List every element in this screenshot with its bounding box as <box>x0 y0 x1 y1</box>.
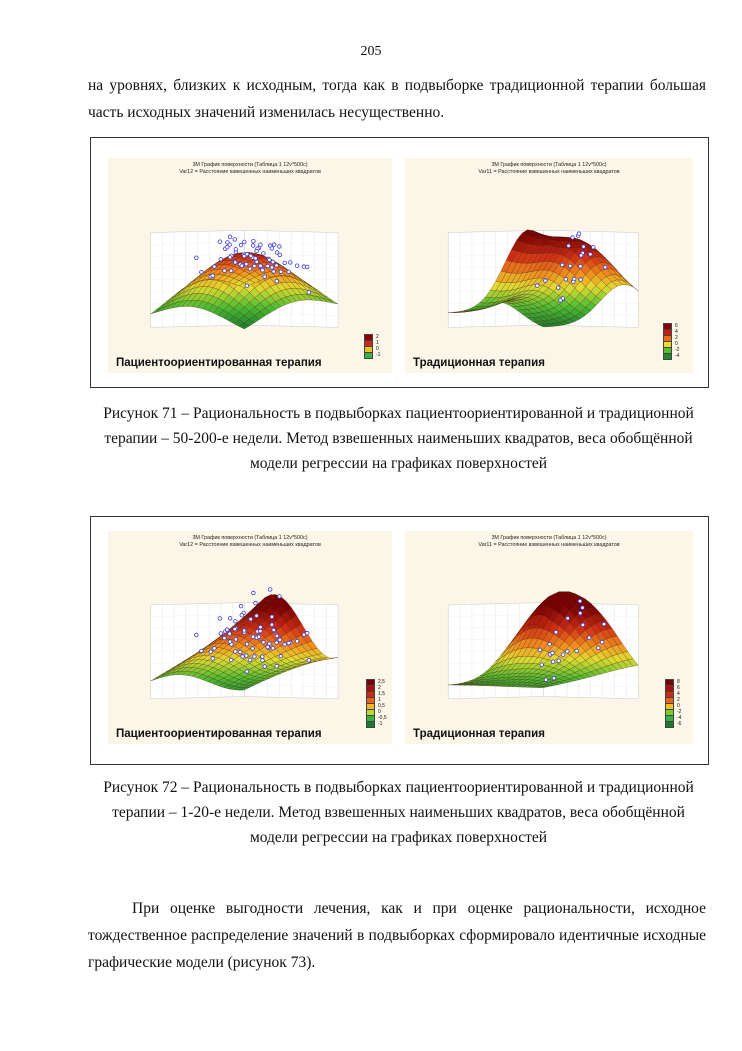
legend-label: 8 <box>677 679 680 685</box>
color-legend <box>366 679 387 727</box>
legend-label: -0,5 <box>378 715 387 721</box>
color-legend <box>665 679 681 727</box>
legend-label: 0 <box>677 703 680 709</box>
page-number: 205 <box>360 44 382 59</box>
legend-entry <box>665 721 681 727</box>
legend-label: 0 <box>378 709 381 715</box>
legend-label: -6 <box>677 721 682 727</box>
panel-title: 3М График поверхности (Таблица 1 12v*500c) Var11 = Расстояние взвешенных наименьших квадратов <box>478 535 620 548</box>
figure-71-caption: Рисунок 71 – Рациональность в подвыборках пациентоориентированной и традиционной терапии – 50-200-е недели. Метод взвешенных наименьших квадратов, веса обобщённой модели регрессии на графиках поверхностей <box>103 405 694 472</box>
legend-swatch <box>366 721 375 728</box>
legend-label: 1 <box>378 697 381 703</box>
legend-label: 2 <box>376 334 379 340</box>
panel-label: Пациентоориентированная терапия <box>116 728 322 740</box>
legend-label: 0 <box>675 341 678 347</box>
surface-plot-panel-traditional <box>405 531 693 744</box>
legend-label: 4 <box>675 329 678 335</box>
legend-swatch <box>663 353 672 360</box>
legend-label: 1,5 <box>378 691 385 697</box>
legend-entry <box>663 353 679 359</box>
closing-paragraph: При оценке выгодности лечения, как и при оценке рациональности, исходное тождественное распределение значений в подвыборках сформировало идентичные исходные графические модели (рисунок 73). <box>88 900 706 971</box>
legend-label: 2,5 <box>378 679 385 685</box>
legend-label: -2 <box>677 709 682 715</box>
surface-plot-graphic <box>108 531 392 744</box>
legend-swatch <box>364 352 373 359</box>
legend-label: 2 <box>677 697 680 703</box>
legend-label: -2 <box>675 347 680 353</box>
panel-label: Традиционная терапия <box>413 357 545 369</box>
legend-label: -1 <box>378 721 383 727</box>
legend-label: 1 <box>376 340 379 346</box>
surface-plot-panel-patient <box>108 531 392 744</box>
figure-72 <box>90 516 709 765</box>
legend-label: 0 <box>376 346 379 352</box>
legend-label: 6 <box>675 323 678 329</box>
surface-plot-panel-traditional <box>405 158 693 373</box>
panel-label: Традиционная терапия <box>413 728 545 740</box>
surface-plot-panel-patient <box>108 158 392 373</box>
legend-label: 2 <box>378 685 381 691</box>
color-legend <box>663 323 679 359</box>
figure-72-caption: Рисунок 72 – Рациональность в подвыборках пациентоориентированной и традиционной терапии – 1-20-е недели. Метод взвешенных наименьших квадратов, веса обобщённой модели регрессии на графиках поверхностей <box>103 779 694 846</box>
panel-title: 3М График поверхности (Таблица 1 12v*500c) Var11 = Расстояние взвешенных наименьших квадратов <box>478 162 620 175</box>
figure-71 <box>90 137 709 388</box>
legend-entry <box>366 721 387 727</box>
legend-label: -4 <box>675 353 680 359</box>
intro-paragraph: на уровнях, близких к исходным, тогда как в подвыборке традиционной терапии большая часть исходных значений изменилась несущественно. <box>88 77 706 121</box>
surface-plot-graphic <box>108 158 392 373</box>
legend-label: 4 <box>677 691 680 697</box>
legend-label: 0,5 <box>378 703 385 709</box>
panel-title: 3М График поверхности (Таблица 1 12v*500c) Var12 = Расстояние взвешенных наименьших квадратов <box>179 162 321 175</box>
panel-title: 3М График поверхности (Таблица 1 12v*500c) Var12 = Расстояние взвешенных наименьших квадратов <box>179 535 321 548</box>
legend-label: 2 <box>675 335 678 341</box>
legend-label: -1 <box>376 352 381 358</box>
legend-swatch <box>665 721 674 728</box>
legend-label: -4 <box>677 715 682 721</box>
panel-label: Пациентоориентированная терапия <box>116 357 322 369</box>
color-legend <box>364 334 380 358</box>
legend-label: 6 <box>677 685 680 691</box>
surface-plot-graphic <box>405 531 693 744</box>
legend-entry <box>364 352 380 358</box>
surface-plot-graphic <box>405 158 693 373</box>
